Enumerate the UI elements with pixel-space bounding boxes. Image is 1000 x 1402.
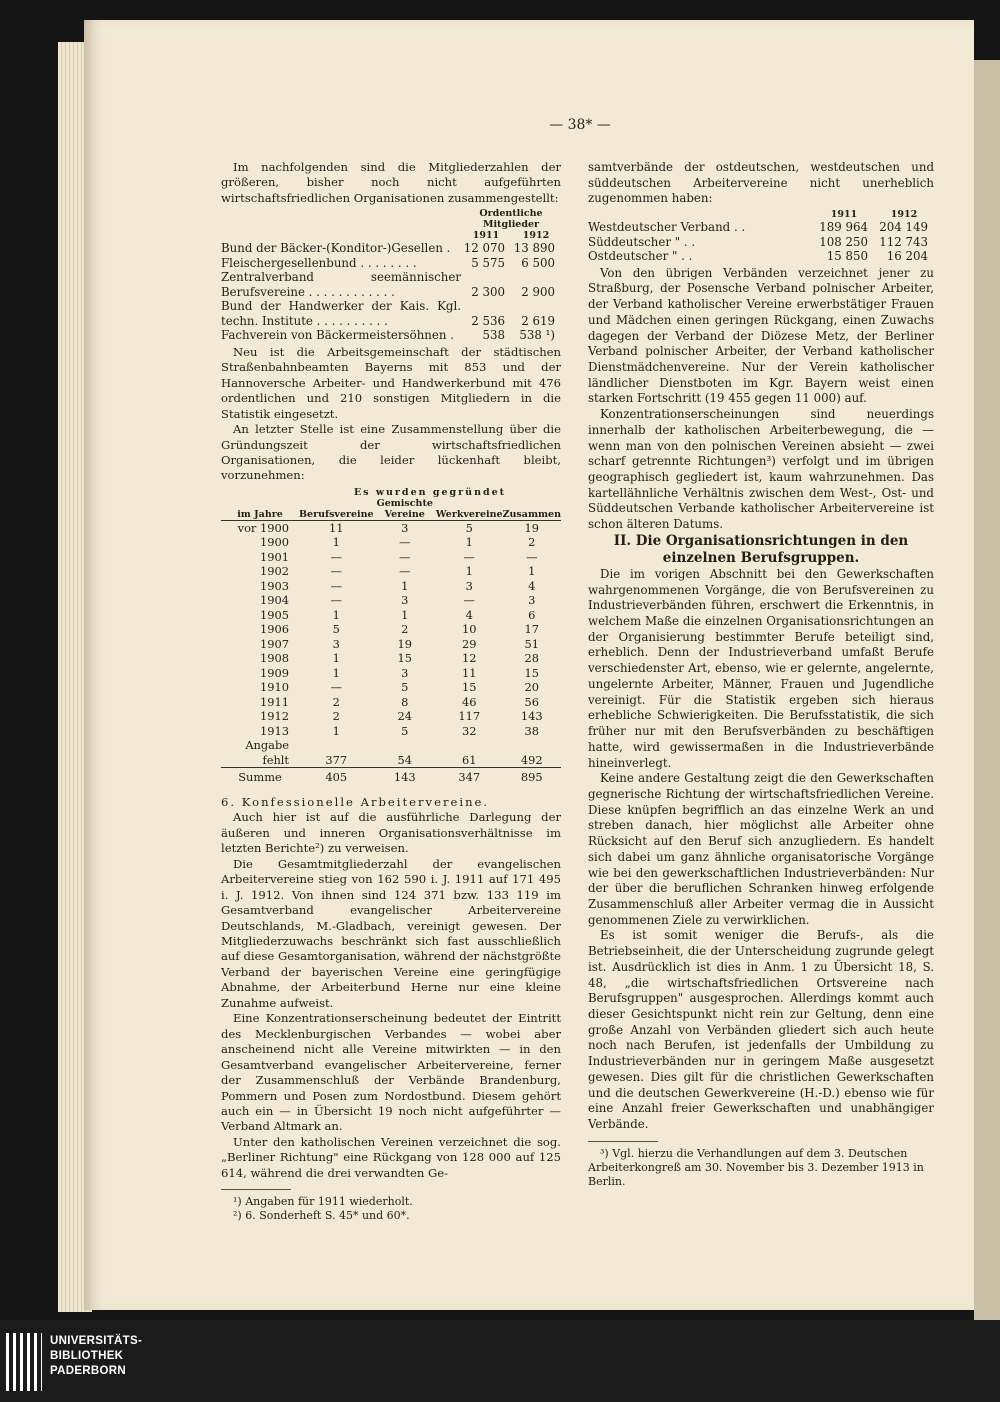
row-label: Westdeutscher Verband . . — [588, 220, 746, 235]
row-label: 1907 — [260, 636, 289, 651]
year-header: 1911 — [830, 209, 858, 221]
table-cell: 2 — [332, 694, 340, 709]
table-cell: 19 — [524, 520, 540, 535]
paragraph: An letzter Stelle ist eine Zusammenstellung über die Gründungszeit der wirtschaftsfriedlichen Organisationen, die leider lückenhaft bleibt, vorzunehmen: — [221, 422, 561, 483]
year-header: 1912 — [890, 209, 918, 221]
table-cell: 1 — [332, 723, 340, 738]
table-row — [588, 235, 934, 250]
row-label: 1900 — [260, 535, 289, 550]
paragraph: samtverbände der ostdeutschen, westdeutschen und süddeutschen Arbeitervereine nicht unerheblich zugenommen haben: — [588, 160, 934, 206]
table-cell: — — [399, 549, 411, 564]
row-label: Bund der Bäcker-(Konditor-)Gesellen . — [221, 241, 451, 256]
table-row — [221, 637, 561, 652]
paragraph: Neu ist die Arbeitsgemeinschaft der städtischen Straßenbahnbeamten Bayerns mit 853 und der Hannoversche Arbeiter- und Handwerkerbund mit 476 ordentlichen und 210 sonstigen Mitgliedern in die Statistik eingesetzt. — [221, 344, 561, 421]
table-row — [221, 241, 561, 256]
table-cell: 3 — [528, 593, 536, 608]
table-row — [221, 535, 561, 550]
right-column — [588, 160, 934, 1189]
logo-line: UNIVERSITÄTS- — [50, 1335, 143, 1347]
table-cell: 3 — [465, 578, 473, 593]
table-cell: 17 — [524, 622, 540, 637]
table-cell: — — [330, 564, 342, 579]
table-row — [221, 299, 561, 328]
table-row — [221, 328, 561, 343]
sum-cell: 405 — [299, 768, 374, 785]
cell-1911: 15 850 — [826, 249, 868, 264]
table-cell: 11 — [329, 520, 344, 535]
table-row — [221, 256, 561, 271]
row-label: 1903 — [260, 578, 289, 593]
regional-table — [588, 209, 934, 264]
table-cell: 10 — [461, 622, 477, 637]
sum-row — [221, 768, 561, 785]
cell-1911: 108 250 — [819, 234, 868, 249]
table-row — [221, 520, 561, 535]
table-cell: 56 — [524, 694, 540, 709]
year-header: 1912 — [522, 230, 550, 242]
table-cell: 20 — [524, 680, 540, 695]
footnote: ³) Vgl. hierzu die Verhandlungen auf dem 3. Deutschen Arbeiterkongreß am 30. November bis 3. Dezember 1913 in Berlin. — [588, 1146, 924, 1188]
table-row — [221, 622, 561, 637]
paragraph: Von den übrigen Verbänden verzeichnet jener zu Straßburg, der Posensche Verband polnischer Arbeiter, der Verband katholischer Vereine erwerbstätiger Frauen und Mädchen einen geringen Rückgang, einen Zuwachs dagegen der Verband der Diözese Metz, der Berliner Verband polnischer Arbeiter, der Verband katholischer Dienstmädchenvereine. Nur der Verein katholischer ländlicher Dienstboten im Kgr. Bayern weist einen starken Fortschritt (19 455 gegen 11 000) auf. — [588, 265, 934, 406]
table-row — [221, 666, 561, 681]
table-cell: 28 — [524, 651, 540, 666]
table-cell: 143 — [520, 709, 543, 724]
row-label: Angabe fehlt — [245, 738, 289, 767]
table-cell: 2 — [332, 709, 340, 724]
table-cell: 1 — [332, 535, 340, 550]
page-number: — 38* — — [549, 117, 611, 133]
cell-1911: 538 — [482, 328, 505, 343]
library-logo-icon — [6, 1333, 42, 1391]
cell-1912: 204 149 — [879, 220, 928, 235]
sum-cell: 143 — [374, 768, 436, 785]
table-row — [221, 695, 561, 710]
row-label: 1909 — [260, 665, 289, 680]
paragraph: Keine andere Gestaltung zeigt die den Gewerkschaften gegnerische Richtung der wirtschaftsfriedlichen Vereine. Diese knüpfen begrifflich an das einzelne Werk an und streben danach, hier möglichst alle Arbeiter ohne Rücksicht auf den Beruf sich anzugliedern. Es handelt sich dabei um ganz ähnliche organisatorische Vorgänge wie bei den gewerkschaftlichen Industrieverbänden: Nur der über die beruflichen Schranken hinweg erfolgende Zusammenschluß aller Arbeiter vermag die in Aussicht genommenen Ziele zu verwirklichen. — [588, 771, 934, 927]
row-label: 1906 — [260, 622, 289, 637]
table-cell: 4 — [528, 578, 536, 593]
library-logo-text — [50, 1334, 210, 1379]
table-row — [221, 709, 561, 724]
paragraph: Auch hier ist auf die ausführliche Darlegung der äußeren und inneren Organisationsverhältnisse im letzten Berichte²) zu verweisen. — [221, 810, 561, 856]
row-label: Fachverein von Bäckermeistersöhnen . — [221, 328, 454, 343]
row-label: Zentralverband seemännischer Berufsvereine . . . . . . . . . . . . — [221, 270, 461, 299]
table-cell: 8 — [401, 694, 409, 709]
cell-1911: 2 536 — [471, 313, 505, 328]
row-label: Fleischergesellenbund . . . . . . . . — [221, 255, 417, 270]
row-label: 1911 — [260, 694, 289, 709]
table-cell: 2 — [401, 622, 409, 637]
paragraph: Es ist somit weniger die Berufs-, als die Betriebseinheit, die der Unterscheidung zugrunde gelegt ist. Ausdrücklich ist dies in Anm. 1 zu Übersicht 18, S. 48, „die wirtschaftsfriedlichen Ortsvereine nach Berufsgruppen" ausgesprochen. Allerdings kommt auch dieser Gesichtspunkt nicht rein zur Geltung, denn eine große Anzahl von Verbänden gliedert sich auch heute noch nach Berufen, ist jedenfalls der Umbildung zu Industrieverbänden nur in geringem Maße ausgesetzt gewesen. Dies gilt für die christlichen Gewerkschaften und die deutschen Gewerkvereine (H.-D.) ebenso wie für eine Anzahl freier Gewerkschaften und unabhängiger Verbände. — [588, 928, 934, 1132]
row-label: Süddeutscher " . . — [588, 234, 696, 249]
column-header: Berufsvereine — [299, 498, 374, 521]
table-row — [221, 579, 561, 594]
table-cell: 4 — [465, 607, 473, 622]
table-row — [588, 249, 934, 264]
facing-page-edge — [974, 60, 1000, 1320]
table-cell: 1 — [332, 665, 340, 680]
table-cell: — — [330, 549, 342, 564]
table-cell: 1 — [332, 607, 340, 622]
table-row — [221, 651, 561, 666]
footnote: ²) 6. Sonderheft S. 45* und 60*. — [233, 1209, 410, 1223]
table-cell: 46 — [461, 694, 477, 709]
cell-1911: 189 964 — [819, 220, 868, 235]
table-cell: 51 — [524, 636, 540, 651]
table-cell: — — [330, 593, 342, 608]
cell-1912: 13 890 — [513, 241, 555, 256]
cell-1912: 538 ¹) — [519, 328, 555, 343]
sum-cell: 347 — [436, 768, 503, 785]
left-column — [221, 160, 561, 1223]
table-caption: Es wurden gegründet — [353, 486, 507, 498]
cell-1911: 5 575 — [471, 255, 505, 270]
table-cell: 54 — [397, 752, 412, 767]
table-cell: 1 — [528, 564, 536, 579]
table-cell: 19 — [397, 636, 412, 651]
founding-table — [221, 487, 561, 785]
table-cell: 12 — [461, 651, 477, 666]
table-cell: 3 — [401, 520, 409, 535]
table-cell: — — [330, 578, 342, 593]
row-label: 1904 — [260, 593, 289, 608]
table-cell: 1 — [401, 578, 409, 593]
table-cell: 5 — [465, 520, 473, 535]
sum-label: Summe — [221, 768, 299, 785]
cell-1912: 112 743 — [879, 234, 928, 249]
paragraph: Eine Konzentrationserscheinung bedeutet der Eintritt des Mecklenburgischen Verbandes — wobei aber anscheinend nicht alle Vereine mitwirkten — in den Gesamtverband evangelischer Arbeitervereine, ferner der Zusammenschluß der Verbände Brandenburg, Pommern und Posen zum Nordostbund. Diesem gehört auch ein — in Übersicht 19 noch nicht aufgeführter — Verband Altmark an. — [221, 1011, 561, 1134]
table-cell: — — [399, 535, 411, 550]
table-row — [221, 564, 561, 579]
year-header: 1911 — [472, 230, 500, 242]
section-heading: 6. Konfessionelle Arbeitervereine. — [221, 794, 490, 809]
row-label: 1913 — [260, 723, 289, 738]
table-row — [221, 550, 561, 565]
column-header: Zusammen — [503, 498, 561, 521]
table-cell: 29 — [461, 636, 477, 651]
table-row — [221, 270, 561, 299]
table-row — [588, 220, 934, 235]
members-table — [221, 208, 561, 343]
table-cell: 1 — [401, 607, 409, 622]
paragraph: Die Gesamtmitgliederzahl der evangelischen Arbeitervereine stieg von 162 590 i. J. 1911 auf 171 495 i. J. 1912. Von ihnen sind 124 371 bzw. 133 119 im Gesamtverband evangelischer Arbeitervereine Deutschlands, M.-Gladbach, vereinigt gewesen. Der Mitgliederzuwachs beschränkt sich fast ausschließlich auf diese Gesamtorganisation, während der nächstgrößte Verband der bayerischen Vereine eine geringfügige Abnahme, der Arbeiterbund Herne nur eine kleine Zunahme aufweist. — [221, 856, 561, 1010]
row-label: 1905 — [260, 607, 289, 622]
cell-1911: 2 300 — [471, 284, 505, 299]
table-cell: 492 — [520, 752, 543, 767]
row-label: 1908 — [260, 651, 289, 666]
table-cell: 15 — [524, 665, 540, 680]
table-cell: 377 — [325, 752, 348, 767]
footnote: ¹) Angaben für 1911 wiederholt. — [233, 1195, 413, 1209]
table-cell: 1 — [465, 535, 473, 550]
row-label: Bund der Handwerker der Kais. Kgl. techn. Institute . . . . . . . . . . — [221, 299, 461, 328]
table-cell: 5 — [401, 723, 409, 738]
row-label: 1910 — [260, 680, 289, 695]
cell-1912: 2 900 — [521, 284, 555, 299]
table-cell: — — [463, 549, 475, 564]
table-cell: 6 — [528, 607, 536, 622]
table-cell: 2 — [528, 535, 536, 550]
table-row — [221, 724, 561, 739]
logo-line: PADERBORN — [50, 1365, 126, 1377]
table-cell: 1 — [332, 651, 340, 666]
column-header: Gemischte Vereine — [374, 498, 436, 521]
row-label: Ostdeutscher " . . — [588, 249, 693, 264]
table-header-row — [221, 498, 561, 521]
paragraph: Im nachfolgenden sind die Mitgliederzahlen der größeren, bisher noch nicht aufgeführten wirtschaftsfriedlichen Organisationen zusammengestellt: — [221, 160, 561, 205]
table-cell: 3 — [401, 593, 409, 608]
table-header: Ordentliche Mitglieder — [479, 208, 543, 231]
footnote-rule — [588, 1141, 658, 1142]
row-label: vor 1900 — [237, 520, 289, 535]
column-header: im Jahre — [221, 498, 299, 521]
sum-cell: 895 — [503, 768, 561, 785]
table-cell: — — [463, 593, 475, 608]
table-cell: 5 — [401, 680, 409, 695]
table-cell: — — [526, 549, 538, 564]
paragraph: Unter den katholischen Vereinen verzeichnet die sog. „Berliner Richtung" eine Rückgang von 128 000 auf 125 614, während die drei verwandten Ge- — [221, 1134, 561, 1180]
footnote-rule — [221, 1189, 291, 1190]
table-cell: 5 — [332, 622, 340, 637]
table-cell: 3 — [332, 636, 340, 651]
table-cell: 1 — [465, 564, 473, 579]
table-row — [221, 680, 561, 695]
table-cell: — — [330, 680, 342, 695]
row-label: 1901 — [260, 549, 289, 564]
column-header: Werkvereine — [436, 498, 503, 521]
table-cell: 15 — [461, 680, 477, 695]
row-label: 1902 — [260, 564, 289, 579]
table-cell: 24 — [397, 709, 412, 724]
logo-line: BIBLIOTHEK — [50, 1350, 124, 1362]
table-cell: 38 — [524, 723, 540, 738]
table-cell: 11 — [461, 665, 477, 680]
cell-1911: 12 070 — [463, 241, 505, 256]
table-cell: 117 — [458, 709, 481, 724]
cell-1912: 16 204 — [886, 249, 928, 264]
cell-1912: 2 619 — [521, 313, 555, 328]
table-cell: 15 — [397, 651, 412, 666]
table-row — [221, 593, 561, 608]
cell-1912: 6 500 — [521, 255, 555, 270]
table-cell: 3 — [401, 665, 409, 680]
table-cell: — — [399, 564, 411, 579]
table-cell: 32 — [461, 723, 477, 738]
table-cell: 61 — [461, 752, 477, 767]
row-label: 1912 — [260, 709, 289, 724]
paragraph: Die im vorigen Abschnitt bei den Gewerkschaften wahrgenommenen Vorgänge, die von Berufsvereinen zu Industrieverbänden führen, erschwert die Erkenntnis, in welchem Maße die einzelnen Organisationsrichtungen an der Organisierung bestimmter Berufe beteiligt sind, erheblich. Denn der Industrieverband umfaßt Berufe verschiedenster Art, ebenso, wie er gelernte, angelernte, ungelernte Arbeiter, Männer, Frauen und Jugendliche vereinigt. Für die Statistik ergeben sich hieraus erhebliche Schwierigkeiten. Die Berufsstatistik, die sich früher nur mit den Berufsverbänden zu beschäftigen hatte, wird gewissermaßen in die Industrieverbände hineinverlegt. — [588, 566, 934, 770]
paragraph: Konzentrationserscheinungen sind neuerdings innerhalb der katholischen Arbeiterbewegung, die — wenn man von den polnischen Vereinen absieht — zwei scharf getrennte Richtungen³) verfolgt und im übrigen geographisch gegliedert ist, kaum wahrzunehmen. Das kartellähnliche Verhältnis zwischen dem West-, Ost- und Süddeutschen Verbande katholischer Arbeitervereine ist schon älteren Datums. — [588, 407, 934, 532]
table-row — [221, 608, 561, 623]
table-row — [221, 738, 561, 768]
chapter-heading: II. Die Organisationsrichtungen in den einzelnen Berufsgruppen. — [613, 532, 909, 566]
